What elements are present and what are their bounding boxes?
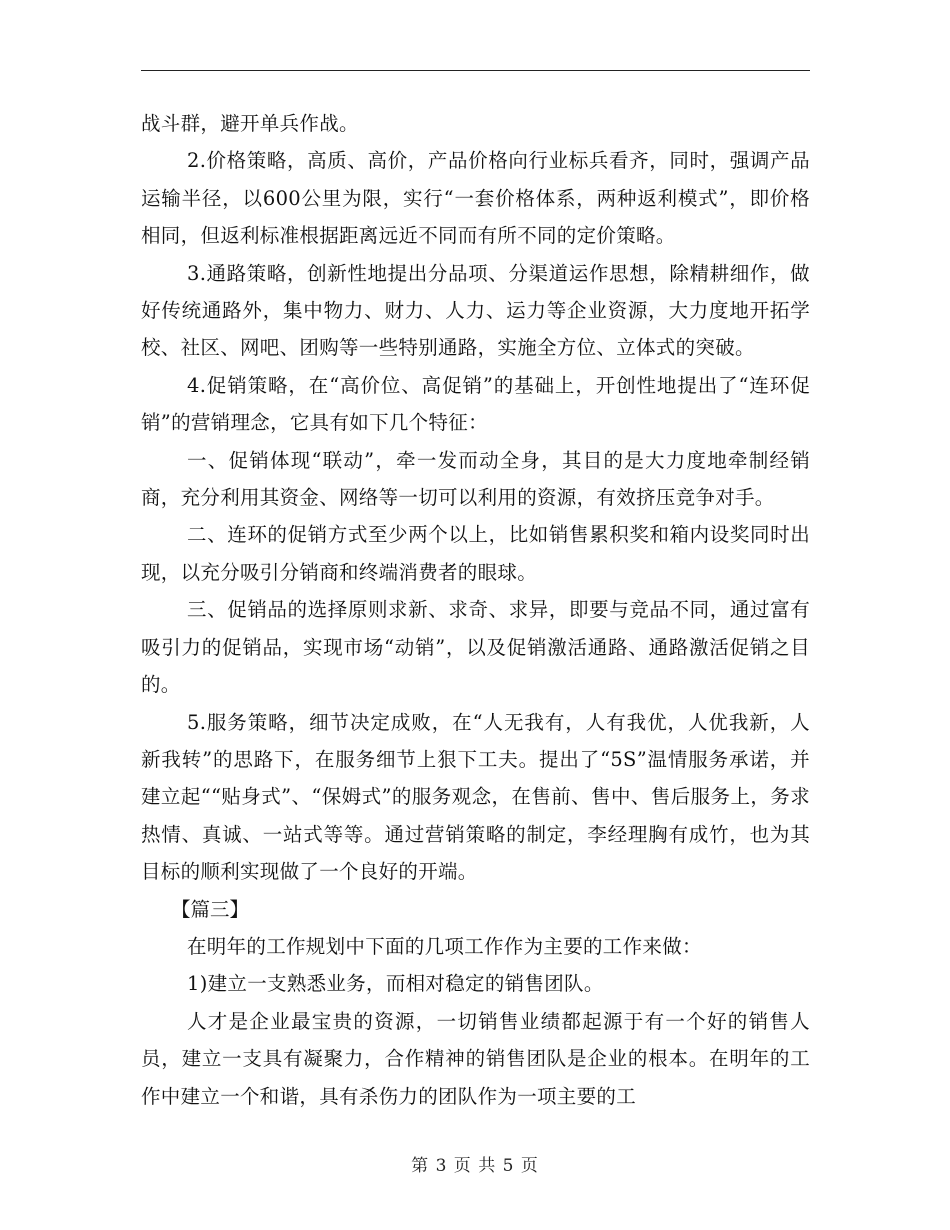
document-body	[141, 105, 810, 1115]
paragraph-plan-item-1: 1)建立一支熟悉业务，而相对稳定的销售团队。	[187, 972, 604, 996]
paragraph-plan-intro: 在明年的工作规划中下面的几项工作作为主要的工作来做：	[187, 934, 702, 958]
paragraph-service-strategy: 5.服务策略，细节决定成败，在“人无我有，人有我优，人优我新，人新我转”的思路下，在服务细节上狠下工夫。提出了“5S”温情服务承诺，并建立起““贴身式”、“保姆式”的服务观念，在售前、售中、售后服务上，务求热情、真诚、一站式等等。通过营销策略的制定，李经理胸有成竹，也为其目标的顺利实现做了一个良好的开端。	[141, 710, 810, 884]
page-footer: 第 3 页 共 5 页	[411, 1156, 539, 1176]
paragraph-promotion-strategy: 4.促销策略，在“高价位、高促销”的基础上，开创性地提出了“连环促销”的营销理念，它具有如下几个特征：	[141, 373, 810, 435]
header-rule	[141, 70, 810, 71]
paragraph-channel-strategy: 3.通路策略，创新性地提出分品项、分渠道运作思想，除精耕细作，做好传统通路外，集中物力、财力、人力、运力等企业资源，大力度地开拓学校、社区、网吧、团购等一些特别通路，实施全方位、立体式的突破。	[141, 261, 810, 360]
paragraph-promotion-feature-2: 二、连环的促销方式至少两个以上，比如销售累积奖和箱内设奖同时出现，以充分吸引分销商和终端消费者的眼球。	[141, 523, 810, 584]
paragraph-talent: 人才是企业最宝贵的资源，一切销售业绩都起源于有一个好的销售人员，建立一支具有凝聚力，合作精神的销售团队是企业的根本。在明年的工作中建立一个和谐，具有杀伤力的团队作为一项主要的工	[141, 1009, 810, 1108]
paragraph-promotion-feature-3: 三、促销品的选择原则求新、求奇、求异，即要与竞品不同，通过富有吸引力的促销品，实现市场“动销”，以及促销激活通路、通路激活促销之目的。	[141, 598, 810, 697]
paragraph-promotion-feature-1: 一、促销体现“联动”，牵一发而动全身，其目的是大力度地牵制经销商，充分利用其资金、网络等一切可以利用的资源，有效挤压竞争对手。	[141, 448, 810, 510]
section-heading: 【篇三】	[171, 897, 250, 921]
paragraph-price-strategy: 2.价格策略，高质、高价，产品价格向行业标兵看齐，同时，强调产品运输半径，以600公里为限，实行“一套价格体系，两种返利模式”，即价格相同，但返利标准根据距离远近不同而有所不同的定价策略。	[141, 149, 810, 248]
paragraph-1: 战斗群，避开单兵作战。	[141, 112, 359, 135]
